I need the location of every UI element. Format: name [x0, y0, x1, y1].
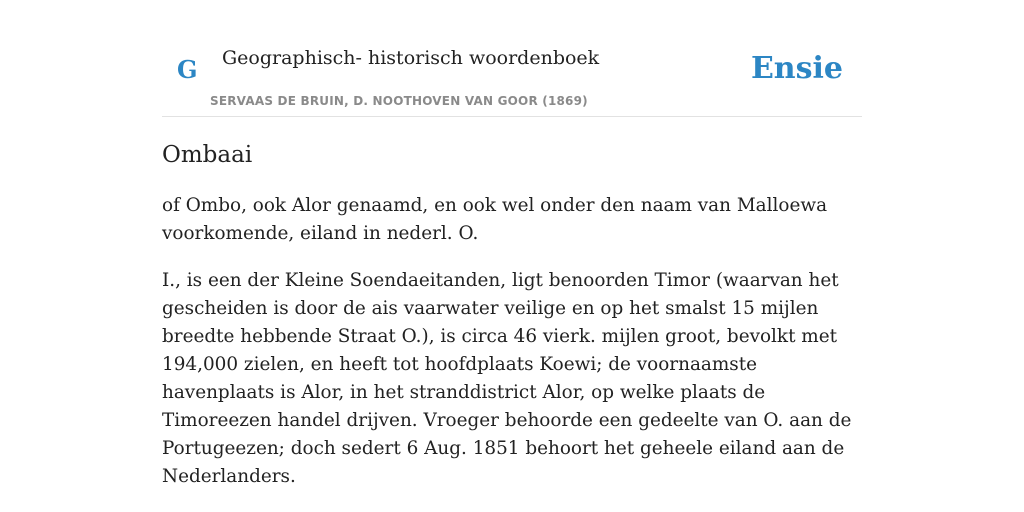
- book-header: [162, 0, 862, 117]
- book-letter-icon[interactable]: G: [177, 55, 198, 84]
- entry-body: [162, 192, 862, 510]
- entry-title: Ombaai: [162, 142, 253, 168]
- entry-paragraph: of Ombo, ook Alor genaamd, en ook wel onder den naam van Malloewa voorkomende, eiland in nederl. O.: [162, 195, 828, 244]
- ensie-logo[interactable]: Ensie: [750, 51, 843, 86]
- book-author: SERVAAS DE BRUIN, D. NOOTHOVEN VAN GOOR (1869): [210, 94, 588, 108]
- entry-paragraph: I., is een der Kleine Soendaeitanden, ligt benoorden Timor (waarvan het gescheiden is door de ais vaarwater veilige en op het smalst 15 mijlen breedte hebbende Straat O.), is circa 46 vierk. mijlen groot, bevolkt met 194,000 zielen, en heeft tot hoofdplaats Koewi; de voornaamste havenplaats is Alor, in het stranddistrict Alor, op welke plaats de Timoreezen handel drijven. Vroeger behoorde een gedeelte van O. aan de Portugeezen; doch sedert 6 Aug. 1851 behoort het geheele eiland aan de Nederlanders.: [162, 270, 852, 487]
- book-title-link[interactable]: Geographisch- historisch woordenboek: [222, 47, 600, 69]
